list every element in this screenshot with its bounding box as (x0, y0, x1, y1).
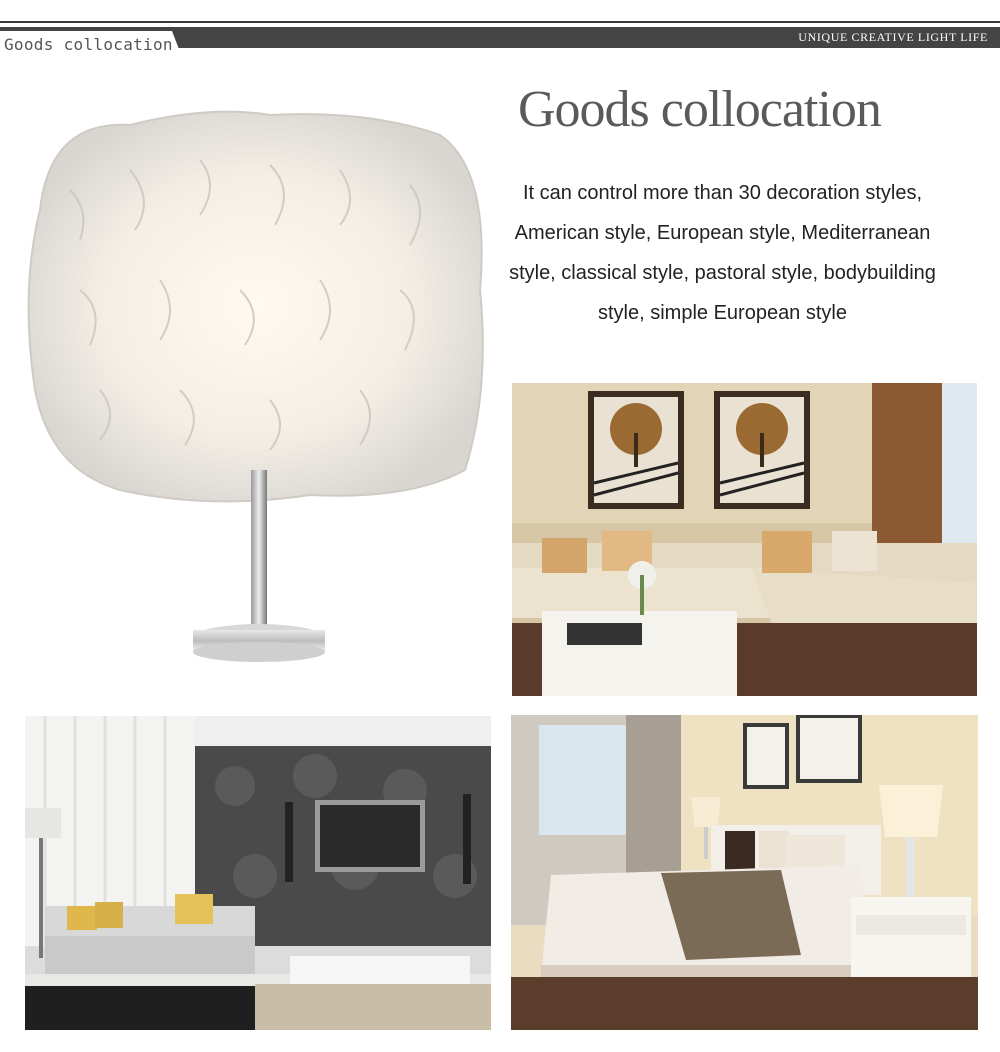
header-top-line (0, 21, 1000, 23)
header-tagline: UNIQUE CREATIVE LIGHT LIFE (798, 30, 988, 44)
living-room-photo-1 (512, 383, 977, 696)
description-line: style, classical style, pastoral style, bodybuilding (509, 262, 936, 284)
bedroom-photo (511, 715, 978, 1030)
living-room-photo-2 (25, 716, 491, 1030)
product-lamp-image (10, 90, 500, 700)
description-line: American style, European style, Mediterranean (514, 222, 931, 244)
description-line: style, simple European style (597, 302, 847, 324)
description (490, 173, 955, 333)
header-tab-label: Goods collocation (4, 35, 173, 54)
headline: Goods collocation (518, 81, 881, 138)
description-line: It can control more than 30 decoration styles, (522, 182, 923, 204)
